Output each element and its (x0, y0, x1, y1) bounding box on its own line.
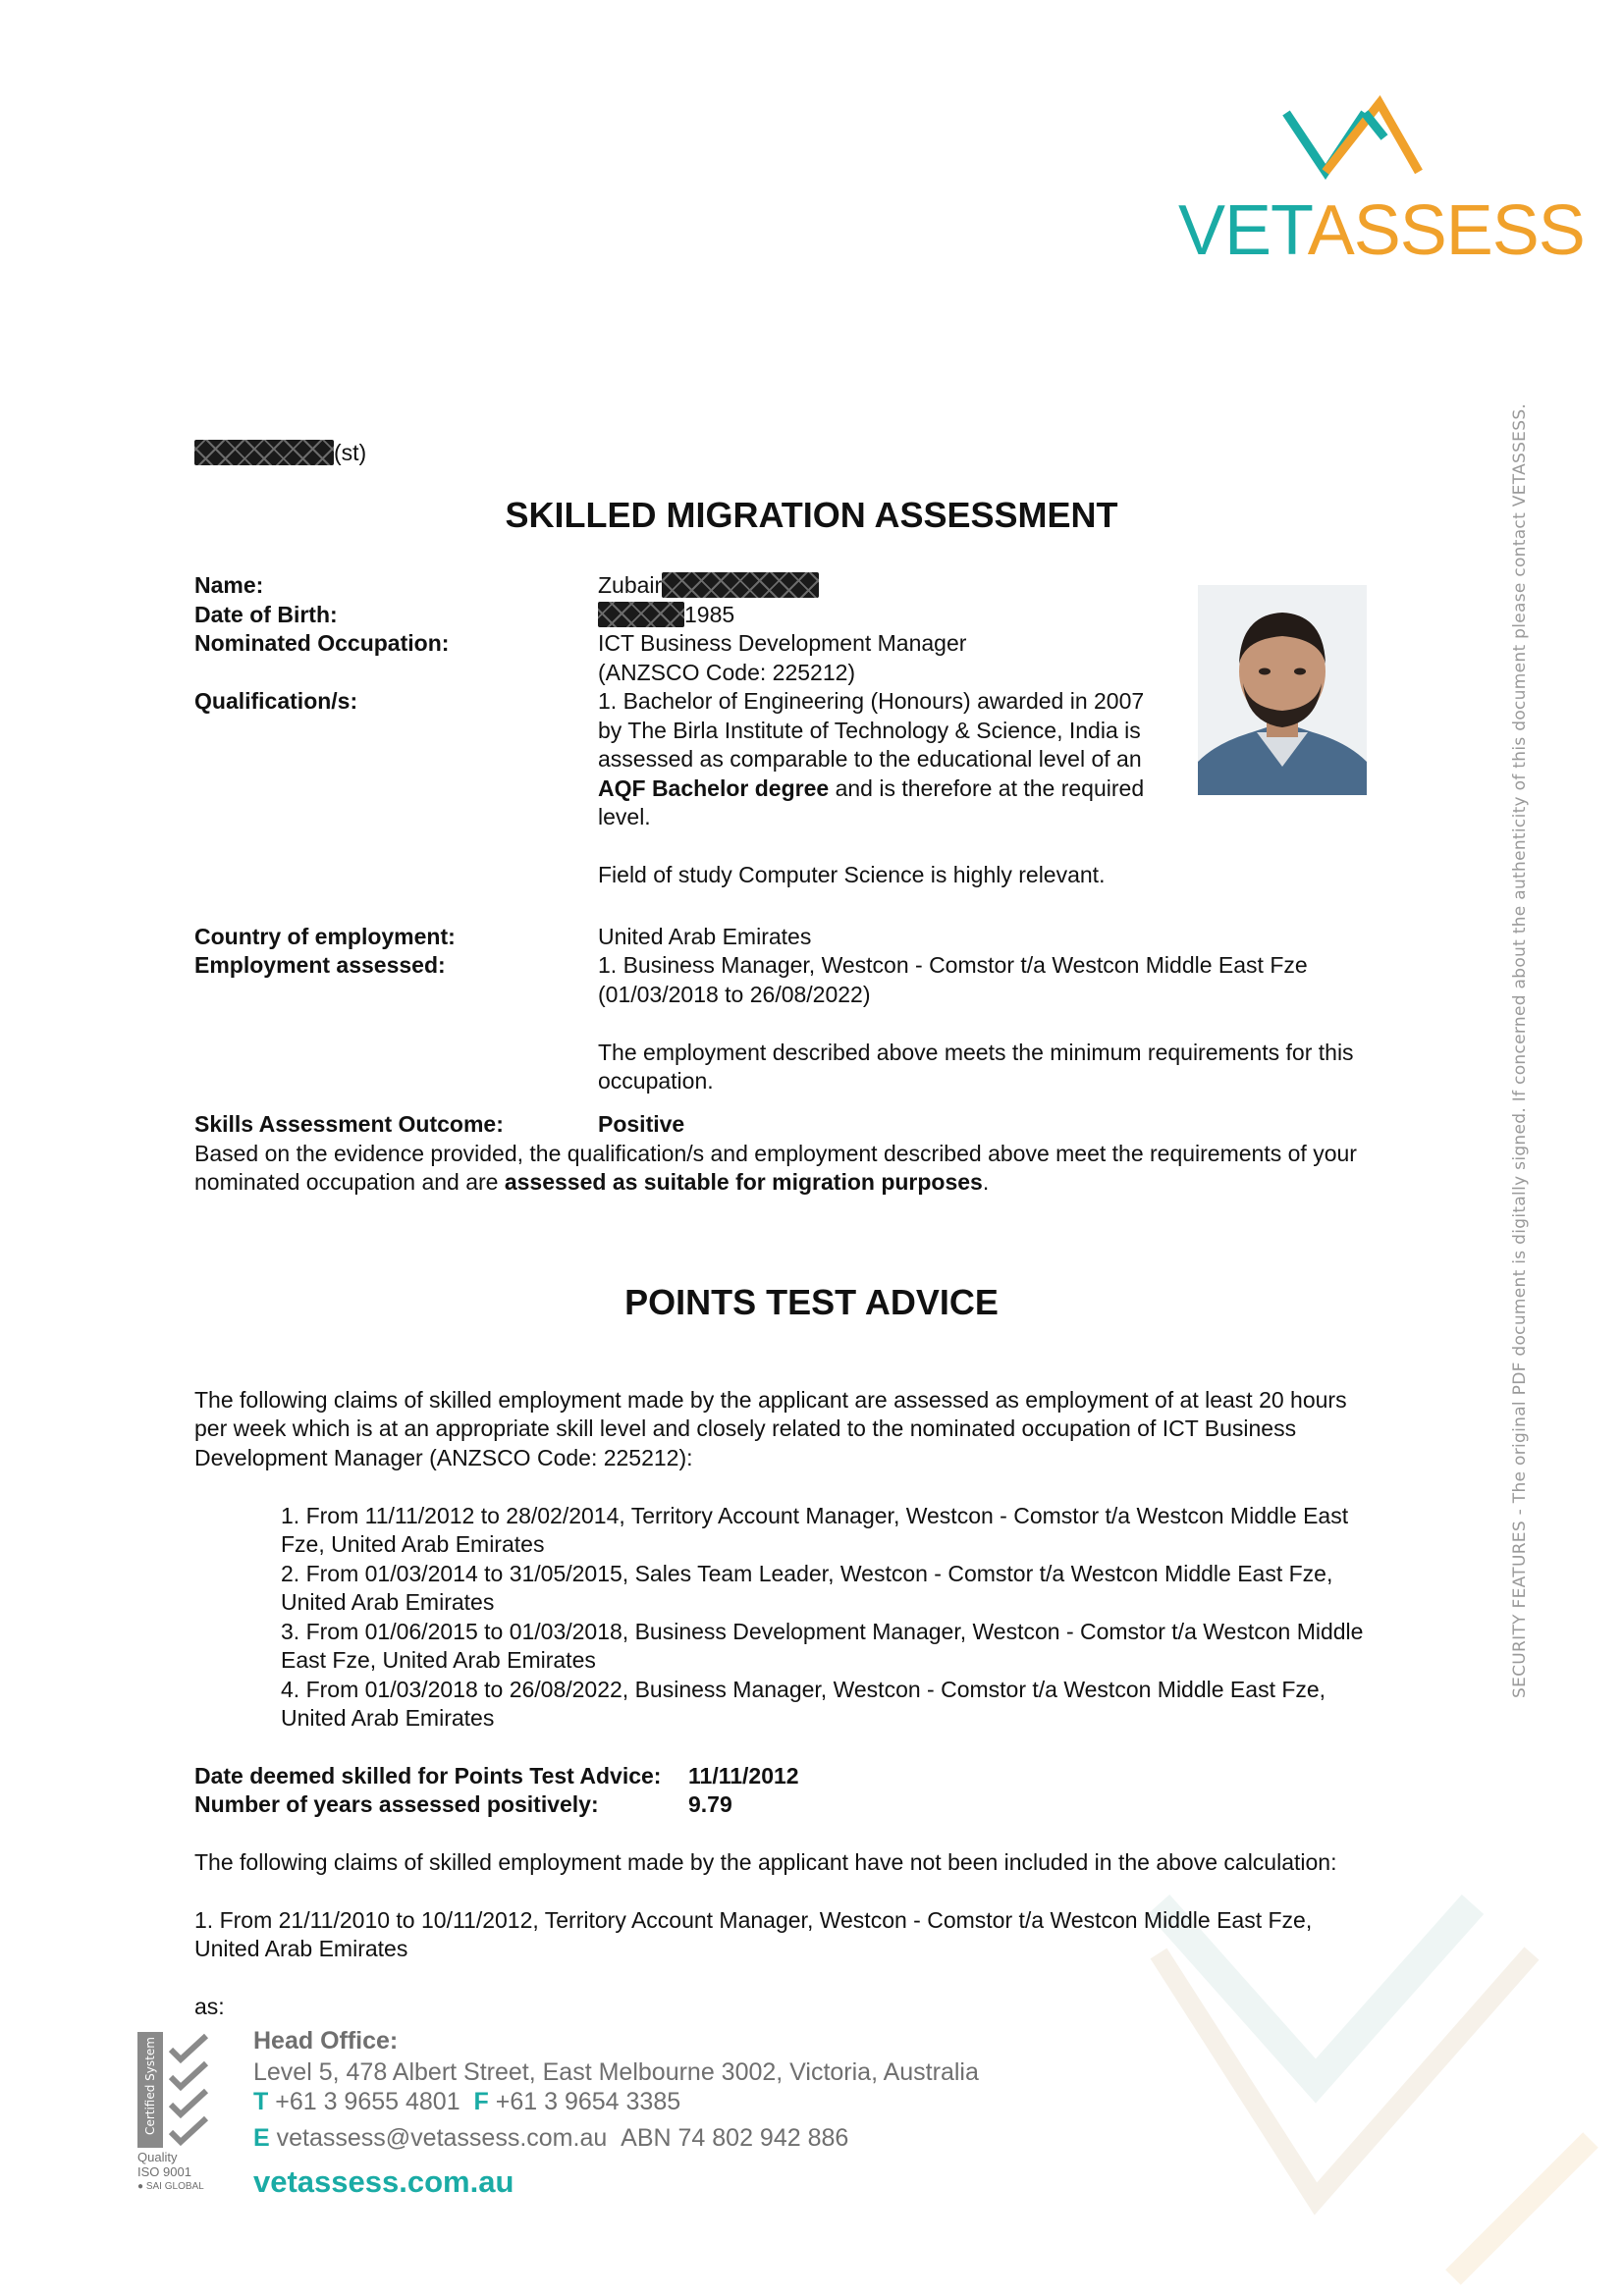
points-item-2-line2: United Arab Emirates (281, 1589, 495, 1615)
name-label: Name: (194, 572, 264, 598)
date-deemed-value: 11/11/2012 (688, 1763, 799, 1789)
points-intro2: per week which is at an appropriate skill level and closely related to the nominated occupation of ICT Business (194, 1415, 1297, 1441)
email-label: E (253, 2124, 270, 2152)
redacted-dob (598, 602, 684, 627)
email-link[interactable]: vetassess@vetassess.com.au (276, 2124, 608, 2152)
qualification-line1: 1. Bachelor of Engineering (Honours) awarded in 2007 (598, 688, 1145, 714)
employment-line2: (01/03/2018 to 26/08/2022) (598, 982, 871, 1007)
excluded-line1: 1. From 21/11/2010 to 10/11/2012, Territory Account Manager, Westcon - Comstor t/a Westcon Middle East Fze, (194, 1907, 1313, 1933)
sai-global-text: ● SAI GLOBAL (137, 2181, 204, 2192)
outcome-line2-pre: nominated occupation and are (194, 1169, 505, 1195)
dob-value (598, 600, 734, 629)
qualification-label: Qualification/s: (194, 688, 358, 714)
logo-mark-icon (1281, 93, 1438, 191)
certified-system-text: Certified System (143, 2037, 157, 2135)
head-office-address: Level 5, 478 Albert Street, East Melbourne 3002, Victoria, Australia (253, 2058, 979, 2086)
occupation-line2: (ANZSCO Code: 225212) (598, 660, 856, 685)
points-item-1-line2: Fze, United Arab Emirates (281, 1531, 545, 1557)
fax-label: F (473, 2088, 489, 2115)
abn-text: ABN 74 802 942 886 (621, 2124, 849, 2152)
as-text: as: (194, 1994, 225, 2019)
points-item-1-line1: 1. From 11/11/2012 to 28/02/2014, Territory Account Manager, Westcon - Comstor t/a Westcon Middle East (281, 1503, 1349, 1528)
person-photo-icon (1198, 585, 1367, 795)
dob-label: Date of Birth: (194, 602, 338, 627)
date-deemed-label: Date deemed skilled for Points Test Advice: (194, 1763, 662, 1789)
years-label: Number of years assessed positively: (194, 1791, 599, 1817)
points-title: POINTS TEST ADVICE (624, 1282, 999, 1322)
vetassess-logo (1178, 93, 1585, 280)
applicant-photo (1198, 585, 1367, 795)
name-value (598, 570, 819, 600)
redacted-block (194, 440, 334, 465)
salutation-suffix: (st) (334, 440, 367, 465)
points-item-4-line1: 4. From 01/03/2018 to 26/08/2022, Business Manager, Westcon - Comstor t/a Westcon Middle East Fze, (281, 1677, 1326, 1702)
iso-text: ISO 9001 (137, 2164, 191, 2179)
phone-label: T (253, 2088, 269, 2115)
outcome-value: Positive (598, 1111, 685, 1137)
outcome-line2-bold: assessed as suitable for migration purposes (504, 1169, 983, 1195)
employment-label: Employment assessed: (194, 952, 446, 978)
points-item-2-line1: 2. From 01/03/2014 to 31/05/2015, Sales Team Leader, Westcon - Comstor t/a Westcon Middle East Fze, (281, 1561, 1333, 1586)
outcome-label: Skills Assessment Outcome: (194, 1111, 504, 1137)
occupation-line1: ICT Business Development Manager (598, 630, 967, 656)
field-of-study: Field of study Computer Science is highly relevant. (598, 862, 1106, 887)
logo-text-vet: VET (1178, 191, 1308, 270)
points-item-3-line2: East Fze, United Arab Emirates (281, 1647, 596, 1673)
phone-number[interactable]: +61 3 9655 4801 (275, 2088, 460, 2115)
country-value: United Arab Emirates (598, 924, 812, 949)
outcome-line2 (194, 1167, 989, 1197)
page-title: SKILLED MIGRATION ASSESSMENT (505, 495, 1118, 535)
email-abn-line (253, 2124, 848, 2153)
qualification-line2: by The Birla Institute of Technology & Science, India is (598, 718, 1141, 743)
logo-wordmark (1178, 191, 1585, 270)
points-intro3: Development Manager (ANZSCO Code: 225212): (194, 1445, 693, 1470)
excluded-line2: United Arab Emirates (194, 1936, 408, 1961)
logo-text-assess: ASSESS (1307, 191, 1585, 270)
employment-line1: 1. Business Manager, Westcon - Comstor t/a Westcon Middle East Fze (598, 952, 1308, 978)
first-name: Zubair (598, 572, 663, 598)
country-label: Country of employment: (194, 924, 456, 949)
qualification-line3: assessed as comparable to the educational level of an (598, 746, 1142, 772)
phone-fax-line (253, 2088, 680, 2116)
website-link[interactable]: vetassess.com.au (253, 2164, 514, 2199)
sai-global-label: SAI GLOBAL (145, 2181, 204, 2192)
quality-text: Quality (137, 2150, 178, 2164)
redacted-surname (662, 572, 819, 598)
aqf-level: AQF Bachelor degree (598, 775, 830, 801)
points-item-4-line2: United Arab Emirates (281, 1705, 495, 1731)
occupation-label: Nominated Occupation: (194, 630, 450, 656)
salutation (194, 438, 366, 467)
dob-year: 1985 (684, 602, 735, 627)
security-note: SECURITY FEATURES - The original PDF document is digitally signed. If concerned about the authenticity of this document please contact VETASSESS. (1510, 402, 1530, 1698)
years-value: 9.79 (688, 1791, 732, 1817)
fax-number: +61 3 9654 3385 (495, 2088, 681, 2115)
excluded-intro: The following claims of skilled employment made by the applicant have not been included in the above calculation: (194, 1849, 1337, 1875)
outcome-line2-post: . (982, 1169, 990, 1195)
employment-note2: occupation. (598, 1068, 714, 1094)
points-item-3-line1: 3. From 01/06/2015 to 01/03/2018, Business Development Manager, Westcon - Comstor t/a Westcon Middle (281, 1619, 1364, 1644)
employment-note1: The employment described above meets the minimum requirements for this (598, 1040, 1354, 1065)
iso-certification-badge (135, 2032, 214, 2199)
qualification-line5: level. (598, 804, 651, 829)
points-intro1: The following claims of skilled employment made by the applicant are assessed as employment of at least 20 hours (194, 1387, 1347, 1413)
head-office-title: Head Office: (253, 2027, 399, 2055)
qualification-line4-rest: and is therefore at the required (829, 775, 1145, 801)
qualification-line4 (598, 774, 1144, 803)
outcome-line1: Based on the evidence provided, the qualification/s and employment described above meet the requirements of your (194, 1141, 1357, 1166)
